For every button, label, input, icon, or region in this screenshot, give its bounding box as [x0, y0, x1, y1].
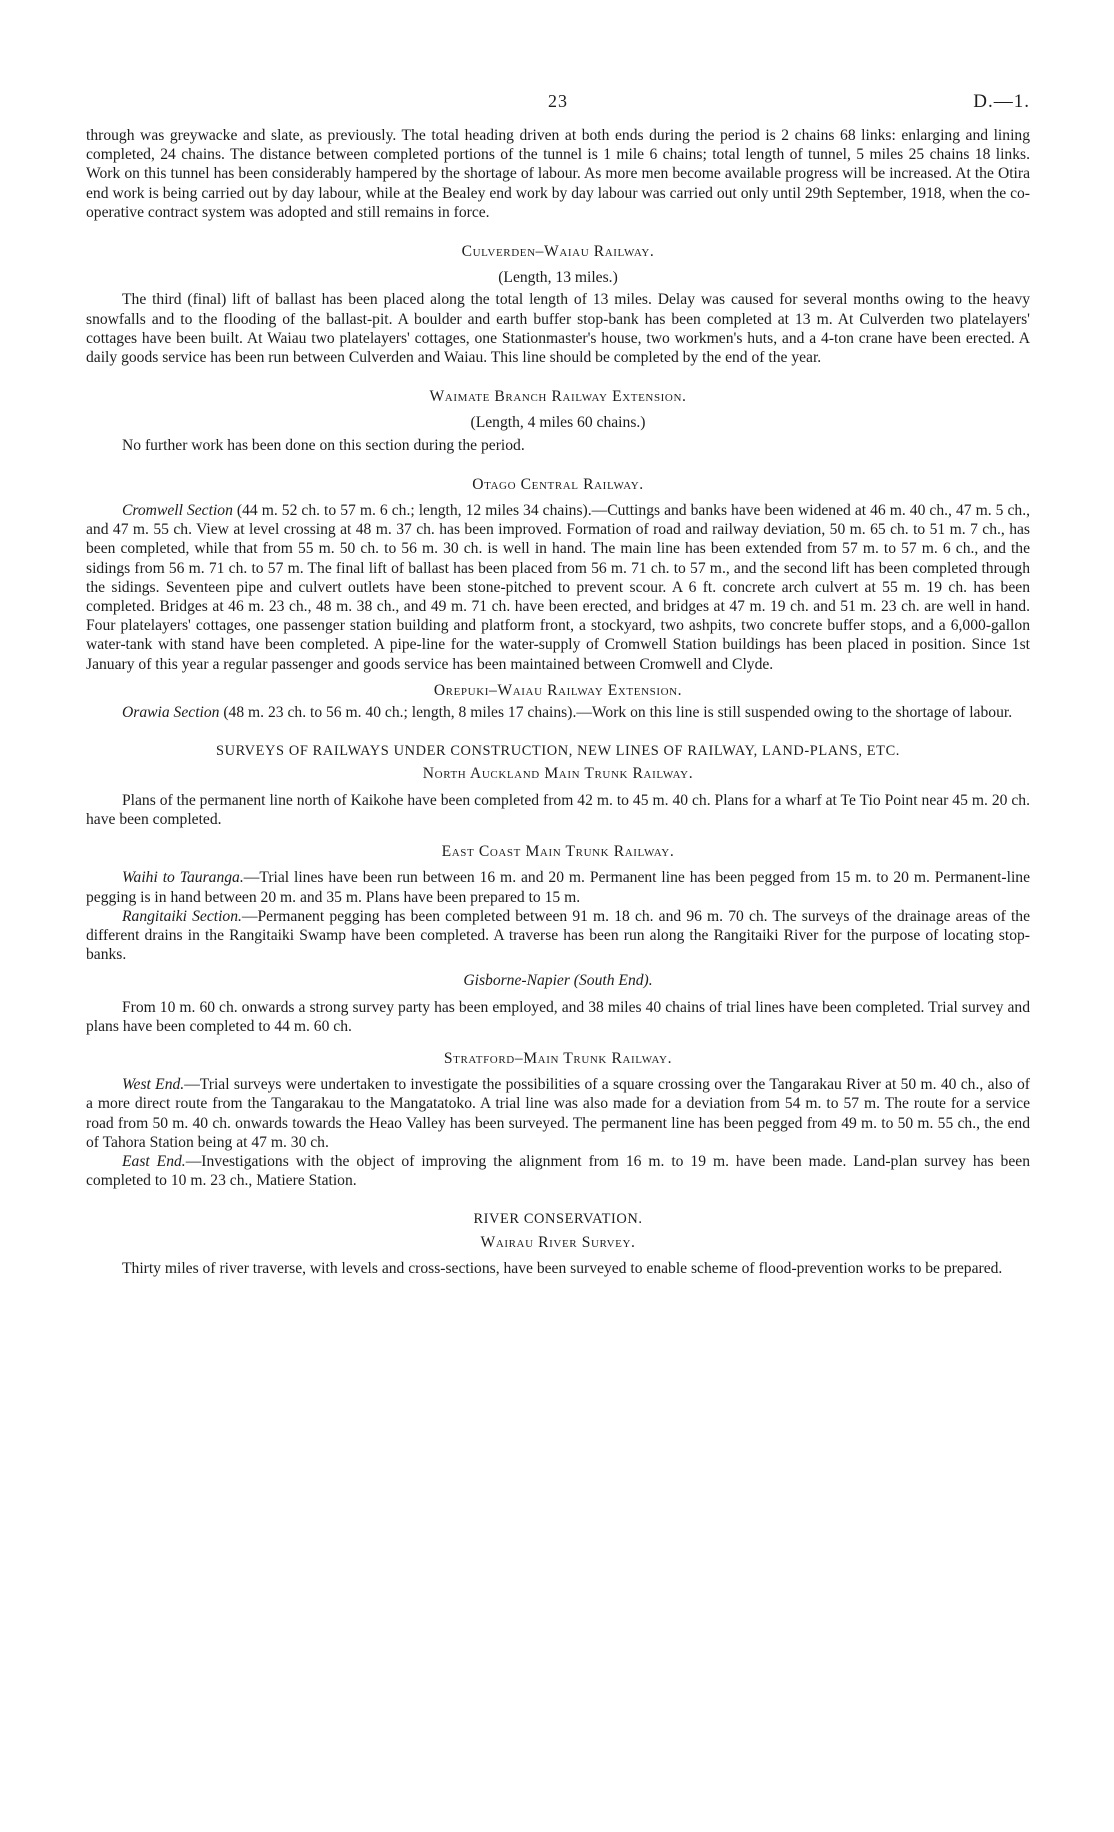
wairau-paragraph: Thirty miles of river traverse, with levels and cross-sections, have been surveyed to enable scheme of flood-prevention works to be prepared. — [122, 1259, 1003, 1277]
gisborne-heading: Gisborne-Napier (South End). — [463, 972, 653, 990]
waihi-paragraph — [86, 868, 1030, 906]
east-end-paragraph — [86, 1152, 1030, 1190]
east-end-label: East End. — [122, 1152, 186, 1170]
culverden-heading: Culverden–Waiau Railway. — [461, 243, 655, 261]
river-conservation-heading: RIVER CONSERVATION. — [473, 1211, 643, 1228]
document-reference: D.—1. — [973, 91, 1030, 112]
rangitaiki-label: Rangitaiki Section. — [122, 907, 242, 925]
orepuki-section-label: Orawia Section — [122, 704, 220, 722]
otago-heading: Otago Central Railway. — [472, 475, 644, 493]
orepuki-heading: Orepuki–Waiau Railway Extension. — [433, 681, 683, 699]
gisborne-paragraph: From 10 m. 60 ch. onwards a strong survey party has been employed, and 38 miles 40 chains of trial lines have been completed. Trial survey and plans have been completed to 44 m. 60 ch. — [86, 998, 1030, 1035]
east-coast-heading: East Coast Main Trunk Railway. — [441, 843, 675, 861]
west-end-paragraph — [86, 1075, 1030, 1152]
waimate-heading: Waimate Branch Railway Extension. — [429, 388, 687, 406]
east-end-text: —Investigations with the object of improving the alignment from 16 m. to 19 m. have been made. Land-plan survey has been completed to 10 m. 23 ch., Matiere Station. — [86, 1152, 1030, 1190]
waimate-length: (Length, 4 miles 60 chains.) — [470, 414, 646, 432]
north-auckland-heading: North Auckland Main Trunk Railway. — [422, 765, 694, 783]
surveys-heading: SURVEYS OF RAILWAYS UNDER CONSTRUCTION, NEW LINES OF RAILWAY, LAND-PLANS, ETC. — [216, 743, 900, 760]
orepuki-text: (48 m. 23 ch. to 56 m. 40 ch.; length, 8 miles 17 chains).—Work on this line is still suspended owing to the shortage of labour. — [219, 704, 1013, 722]
waimate-paragraph: No further work has been done on this section during the period. — [122, 436, 525, 454]
north-auckland-paragraph: Plans of the permanent line north of Kaikohe have been completed from 42 m. to 45 m. 40 ch. Plans for a wharf at Te Tio Point near 45 m. 20 ch. have been completed. — [86, 791, 1030, 828]
waihi-label: Waihi to Tauranga. — [122, 869, 244, 887]
otago-text: (44 m. 52 ch. to 57 m. 6 ch.; length, 12 miles 34 chains).—Cuttings and banks have been widened at 46 m. 40 ch., 47 m. 5 ch., and 47 m. 55 ch. View at level crossing at 48 m. 37 ch. has been improved. Formation of road and railway deviation, 50 m. 65 ch. to 51 m. 7 ch., has been completed, while that from 55 m. 50 ch. to 56 m. 30 ch. is well in hand. The main line has been extended from 57 m. to 57 m. 6 ch., and the sidings from 56 m. 71 ch. to 57 m. The final lift of ballast has been placed from 56 m. 71 ch. to 57 m., and the second lift has been completed through the sidings. Seventeen pipe and culvert outlets have been stone-pitched to prevent scour. A 6 ft. concrete arch culvert at 55 m. 19 ch. has been completed. Bridges at 46 m. 23 ch., 48 m. 38 ch., and 49 m. 71 ch. have been erected, and bridges at 47 m. 19 ch. and 51 m. 23 ch. are well in hand. Four platelayers' cottages, one passenger station building and platform front, a stockyard, two ashpits, two concrete buffer stops, and a 6,000-gallon water-tank with stand have been completed. A pipe-line for the water-supply of Cromwell Station buildings has been placed in position. Since 1st January of this year a regular passenger and goods service has been maintained between Cromwell and Clyde. — [86, 502, 1031, 673]
orepuki-paragraph — [86, 703, 1030, 722]
stratford-heading: Stratford–Main Trunk Railway. — [443, 1049, 673, 1067]
otago-paragraph — [86, 501, 1030, 674]
west-end-text: —Trial surveys were undertaken to investigate the possibilities of a square crossing over the Tangarakau River at 50 m. 40 ch., also of a more direct route from the Tangarakau to the Mangatatoko. A trial line was also made for a deviation from 54 m. to 57 m. The route for a service road from 50 m. 40 ch. onwards towards the Heao Valley has been surveyed. The permanent line has been pegged from 49 m. to 50 m. 55 ch., the end of Tahora Station being at 47 m. 30 ch. — [86, 1076, 1030, 1151]
culverden-paragraph: The third (final) lift of ballast has been placed along the total length of 13 miles. Delay was caused for several months owing to the heavy snowfalls and to the flooding of the ballast-pit. A boulder and earth buffer stop-bank has been completed at 13 m. At Culverden two platelayers' cottages have been built. At Waiau two platelayers' cottages, one Stationmaster's house, two workmen's huts, and a 4-ton crane have been erected. A daily goods service has been run between Culverden and Waiau. This line should be completed by the end of the year. — [86, 291, 1030, 367]
otago-section-label: Cromwell Section — [122, 502, 233, 520]
rangitaiki-paragraph — [86, 907, 1030, 965]
page-header — [86, 92, 1030, 126]
culverden-length: (Length, 13 miles.) — [498, 269, 618, 287]
page-number: 23 — [548, 91, 568, 111]
rangitaiki-text: —Permanent pegging has been completed between 91 m. 18 ch. and 96 m. 70 ch. The surveys of the drainage areas of the different drains in the Rangitaiki Swamp have been completed. A traverse has been run along the Rangitaiki River for the purpose of locating stop-banks. — [86, 907, 1030, 964]
wairau-heading: Wairau River Survey. — [480, 1233, 636, 1251]
intro-paragraph: through was greywacke and slate, as previously. The total heading driven at both ends during the period is 2 chains 68 links: enlarging and lining completed, 24 chains. The distance between completed portions of the tunnel is 1 mile 6 chains; total length of tunnel, 5 miles 25 chains 18 links. Work on this tunnel has been considerably hampered by the shortage of labour. As more men become available progress will be increased. At the Otira end work is being carried out by day labour, while at the Bealey end work by day labour was carried out only until 29th September, 1918, when the co-operative contract system was adopted and still remains in force. — [86, 127, 1030, 221]
waihi-text: —Trial lines have been run between 16 m. and 20 m. Permanent line has been pegged from 15 m. to 20 m. Permanent-line pegging is in hand between 20 m. and 35 m. Plans have been prepared to 15 m. — [86, 869, 1031, 906]
west-end-label: West End. — [122, 1076, 185, 1094]
